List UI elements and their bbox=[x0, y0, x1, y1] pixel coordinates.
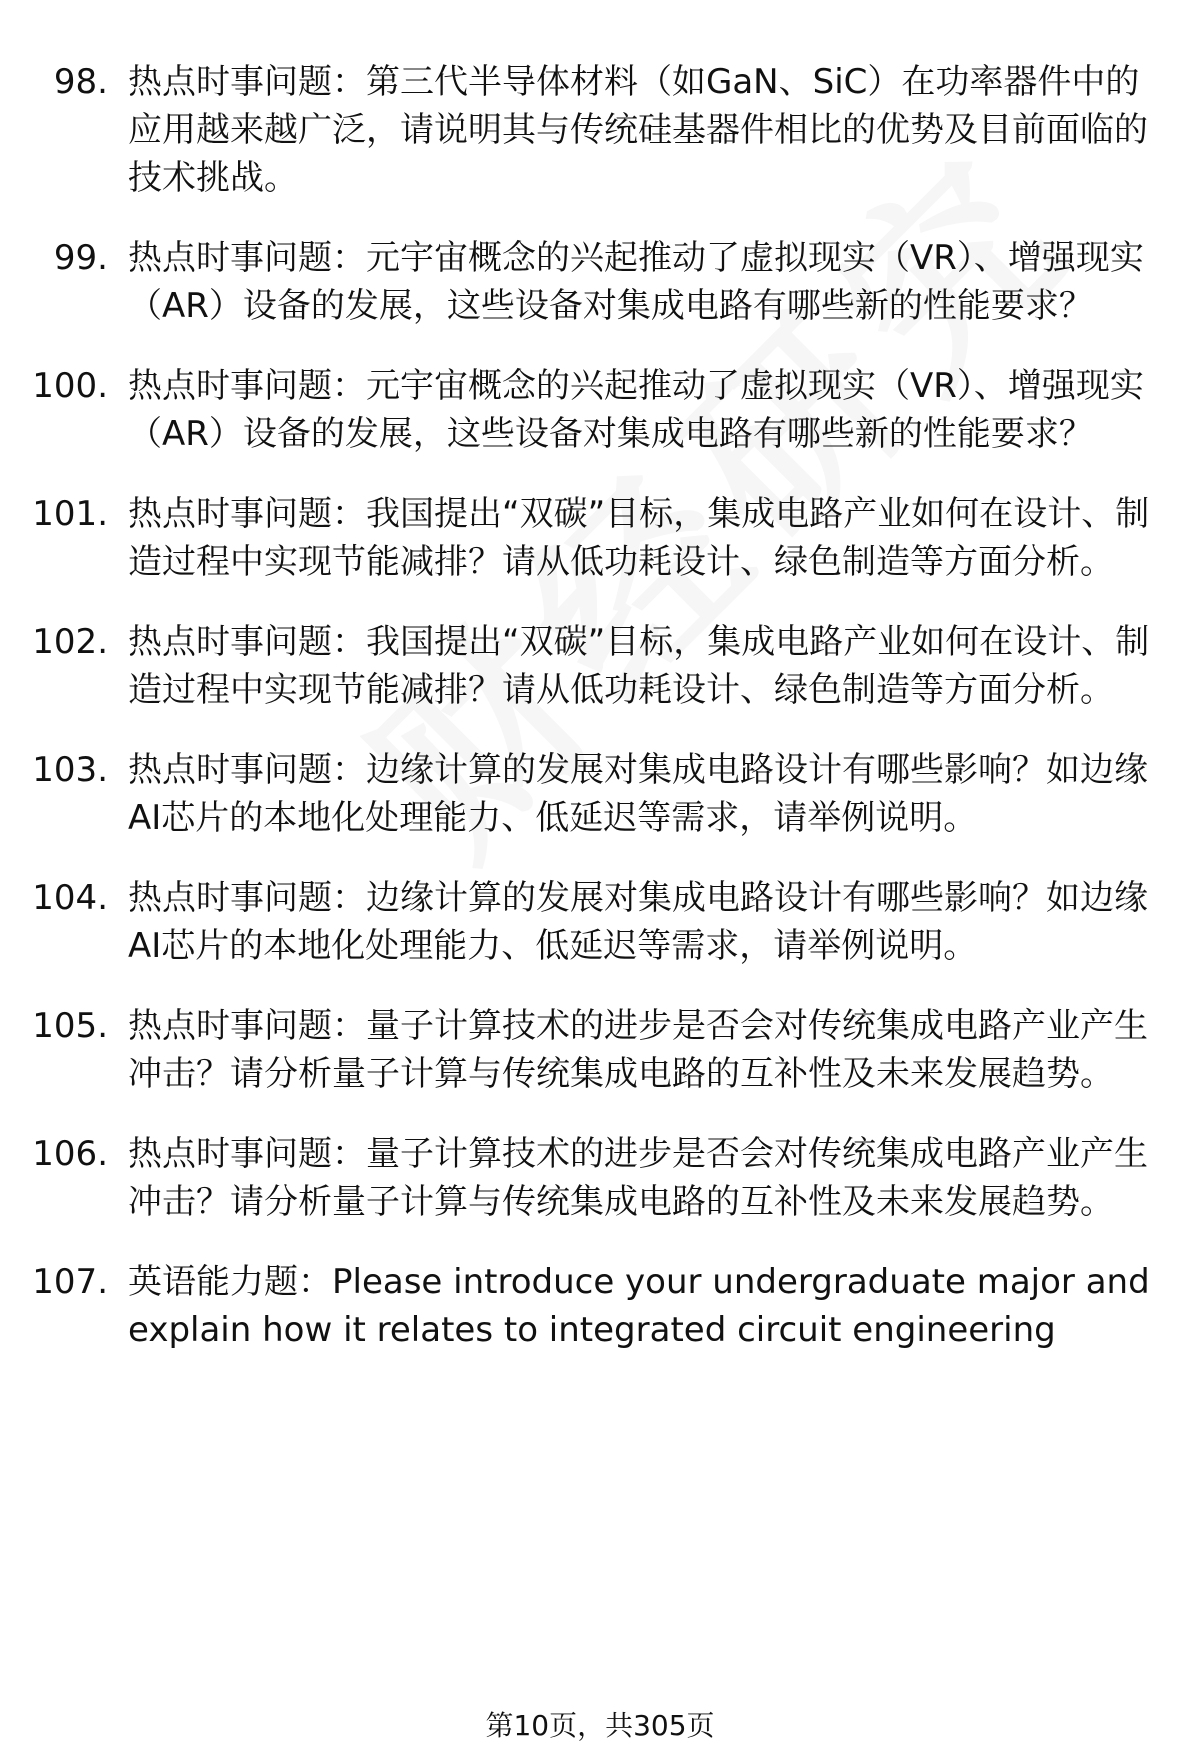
list-item bbox=[0, 1258, 1200, 1354]
item-number: 100. bbox=[32, 366, 108, 406]
item-text: 热点时事问题：量子计算技术的进步是否会对传统集成电路产业产生冲击？请分析量子计算与传统集成电路的互补性及未来发展趋势。 bbox=[128, 1134, 1148, 1222]
item-number: 107. bbox=[32, 1262, 108, 1302]
list-item bbox=[0, 874, 1200, 970]
item-text: 热点时事问题：我国提出“双碳”目标，集成电路产业如何在设计、制造过程中实现节能减排？请从低功耗设计、绿色制造等方面分析。 bbox=[128, 622, 1150, 710]
item-text: 热点时事问题：边缘计算的发展对集成电路设计有哪些影响？如边缘AI芯片的本地化处理能力、低延迟等需求，请举例说明。 bbox=[128, 878, 1148, 966]
list-item bbox=[0, 58, 1200, 202]
item-text: 热点时事问题：量子计算技术的进步是否会对传统集成电路产业产生冲击？请分析量子计算与传统集成电路的互补性及未来发展趋势。 bbox=[128, 1006, 1148, 1094]
list-item bbox=[0, 1002, 1200, 1098]
item-number: 98. bbox=[53, 62, 108, 102]
item-text: 热点时事问题：元宇宙概念的兴起推动了虚拟现实（VR）、增强现实（AR）设备的发展，这些设备对集成电路有哪些新的性能要求？ bbox=[128, 238, 1144, 326]
list-item bbox=[0, 234, 1200, 330]
list-item bbox=[0, 618, 1200, 714]
item-text: 热点时事问题：元宇宙概念的兴起推动了虚拟现实（VR）、增强现实（AR）设备的发展，这些设备对集成电路有哪些新的性能要求？ bbox=[128, 366, 1144, 454]
item-text: 热点时事问题：边缘计算的发展对集成电路设计有哪些影响？如边缘AI芯片的本地化处理能力、低延迟等需求，请举例说明。 bbox=[128, 750, 1148, 838]
item-number: 105. bbox=[32, 1006, 108, 1046]
list-item bbox=[0, 490, 1200, 586]
page-footer: 第10页，共305页 bbox=[485, 1709, 715, 1742]
list-item bbox=[0, 362, 1200, 458]
item-number: 106. bbox=[32, 1134, 108, 1174]
item-text: 热点时事问题：我国提出“双碳”目标，集成电路产业如何在设计、制造过程中实现节能减排？请从低功耗设计、绿色制造等方面分析。 bbox=[128, 494, 1150, 582]
item-text: 英语能力题：Please introduce your undergraduate major and explain how it relates to integrated circuit engineering bbox=[128, 1262, 1150, 1350]
question-list bbox=[0, 58, 1200, 1386]
item-number: 101. bbox=[32, 494, 108, 534]
item-text: 热点时事问题：第三代半导体材料（如GaN、SiC）在功率器件中的应用越来越广泛，请说明其与传统硅基器件相比的优势及目前面临的技术挑战。 bbox=[128, 62, 1148, 198]
list-item bbox=[0, 1130, 1200, 1226]
item-number: 102. bbox=[32, 622, 108, 662]
item-number: 104. bbox=[32, 878, 108, 918]
list-item bbox=[0, 746, 1200, 842]
item-number: 103. bbox=[32, 750, 108, 790]
item-number: 99. bbox=[53, 238, 108, 278]
